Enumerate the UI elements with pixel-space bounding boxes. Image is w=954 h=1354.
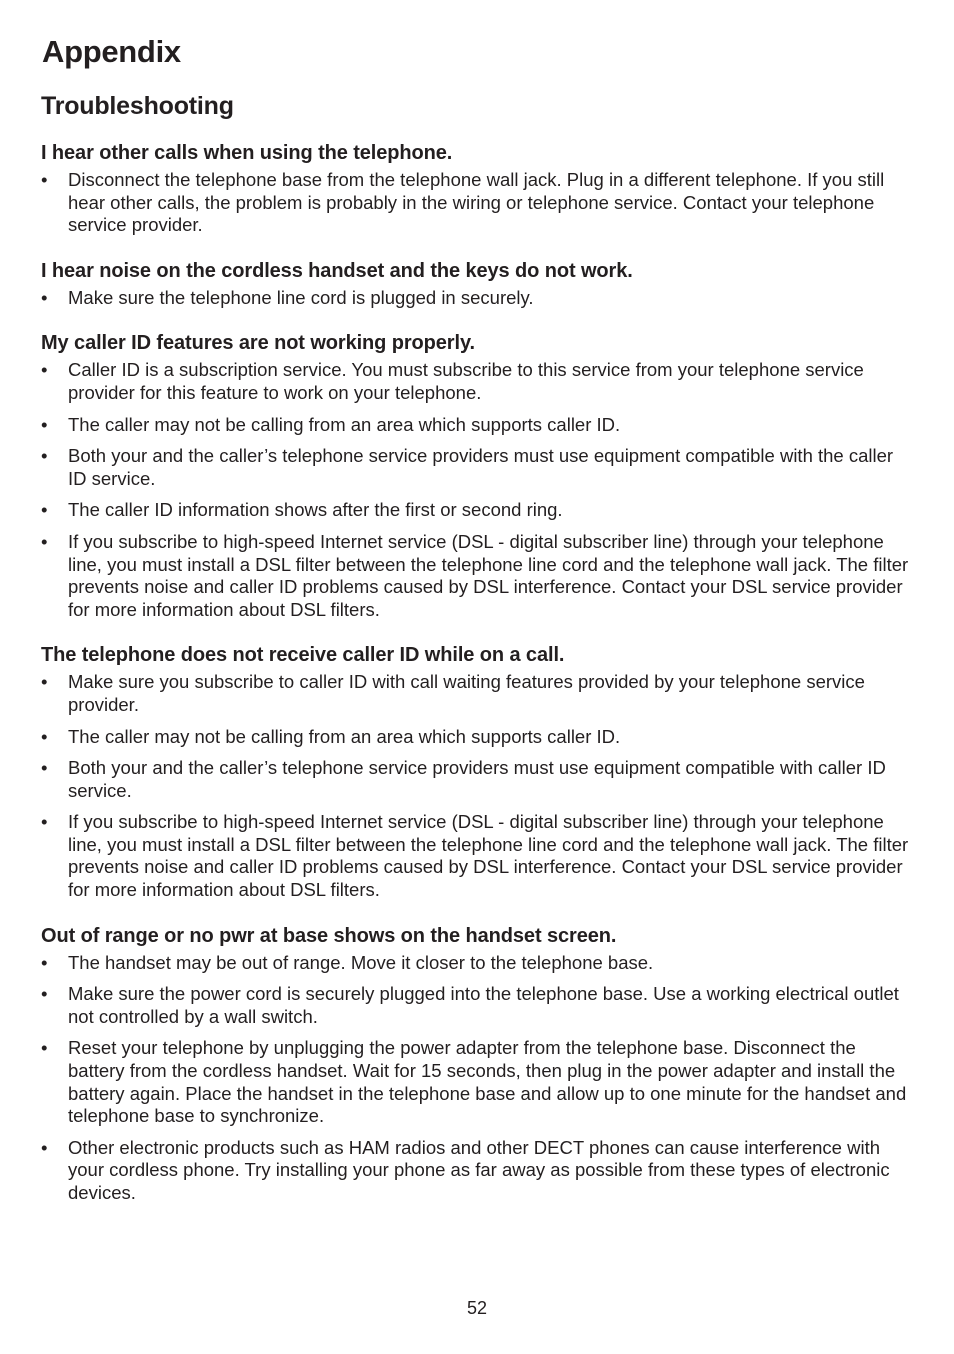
list-item [41, 757, 911, 802]
bullet-text: Make sure the power cord is securely plugged into the telephone base. Use a working electrical outlet not controlled by a wall switch. [68, 983, 899, 1027]
bullet-icon: • [41, 1136, 48, 1158]
list-item [41, 726, 911, 749]
bullet-icon: • [41, 757, 48, 779]
bullet-text: Make sure the telephone line cord is plugged in securely. [68, 286, 534, 308]
topic-caller-id-features [41, 331, 911, 621]
topic-out-of-range [41, 924, 911, 1205]
topic-handset-noise [41, 259, 911, 310]
list-item [41, 169, 911, 237]
bullet-icon: • [41, 983, 48, 1005]
bullet-text: Make sure you subscribe to caller ID with call waiting features provided by your telephone service provider. [68, 671, 865, 715]
bullet-text: The caller may not be calling from an area which supports caller ID. [68, 413, 621, 435]
bullet-list [41, 359, 911, 621]
topic-other-calls [41, 141, 911, 237]
page-number: 52 [466, 1298, 488, 1318]
section-title: Troubleshooting [41, 92, 234, 120]
list-item [41, 287, 911, 310]
topic-heading: I hear noise on the cordless handset and the keys do not work. [41, 259, 633, 282]
topic-caller-id-on-call [41, 643, 911, 901]
bullet-icon: • [41, 1037, 48, 1059]
topic-heading: Out of range or no pwr at base shows on the handset screen. [41, 924, 617, 947]
bullet-text: Both your and the caller’s telephone service providers must use equipment compatible with caller ID service. [68, 757, 886, 801]
bullet-text: Other electronic products such as HAM radios and other DECT phones can cause interference with your cordless phone. Try installing your phone as far away as possible from these types of electronic devices. [68, 1136, 890, 1203]
bullet-icon: • [41, 359, 48, 381]
troubleshooting-content [41, 141, 911, 1227]
bullet-icon: • [41, 725, 48, 747]
list-item [41, 414, 911, 437]
topic-heading: I hear other calls when using the telephone. [41, 142, 453, 164]
topic-heading: My caller ID features are not working properly. [41, 332, 475, 355]
bullet-text: The handset may be out of range. Move it closer to the telephone base. [68, 951, 654, 973]
bullet-list [41, 671, 911, 901]
bullet-list [41, 169, 911, 237]
bullet-text: The caller ID information shows after the first or second ring. [68, 499, 563, 521]
list-item [41, 952, 911, 975]
bullet-text: Both your and the caller’s telephone service providers must use equipment compatible with the caller ID service. [68, 445, 894, 489]
bullet-text: Disconnect the telephone base from the telephone wall jack. Plug in a different telephone. If you still hear other calls, the problem is probably in the wiring or telephone service. Contact your telephone service provider. [68, 169, 885, 236]
bullet-icon: • [41, 811, 48, 833]
list-item [41, 1037, 911, 1127]
topic-heading: The telephone does not receive caller ID while on a call. [41, 644, 565, 667]
bullet-icon: • [41, 530, 48, 552]
bullet-text: Reset your telephone by unplugging the power adapter from the telephone base. Disconnect the battery from the cordless handset. Wait for 15 seconds, then plug in the power adapter and install the battery again. Place the handset in the telephone base and allow up to one minute for the handset and telephone base to synchronize. [68, 1037, 907, 1127]
bullet-icon: • [41, 413, 48, 435]
bullet-text: If you subscribe to high-speed Internet service (DSL - digital subscriber line) through your telephone line, you must install a DSL filter between the telephone line cord and the telephone wall jack. The filter prevents noise and caller ID problems caused by DSL interference. Contact your DSL service provider for more information about DSL filters. [68, 530, 909, 620]
bullet-text: Caller ID is a subscription service. You must subscribe to this service from your telephone service provider for this feature to work on your telephone. [68, 359, 864, 403]
bullet-icon: • [41, 951, 48, 973]
bullet-list [41, 952, 911, 1205]
list-item [41, 1137, 911, 1205]
list-item [41, 445, 911, 490]
list-item [41, 983, 911, 1028]
bullet-icon: • [41, 169, 48, 190]
bullet-list [41, 287, 911, 310]
bullet-icon: • [41, 445, 48, 467]
list-item [41, 359, 911, 404]
list-item [41, 531, 911, 621]
list-item [41, 499, 911, 522]
page-title: Appendix [42, 34, 181, 69]
bullet-icon: • [41, 671, 48, 693]
bullet-text: If you subscribe to high-speed Internet service (DSL - digital subscriber line) through your telephone line, you must install a DSL filter between the telephone line cord and the telephone wall jack. The filter prevents noise and caller ID problems caused by DSL interference. Contact your DSL service provider for more information about DSL filters. [68, 811, 909, 901]
bullet-text: The caller may not be calling from an area which supports caller ID. [68, 725, 621, 747]
list-item [41, 811, 911, 901]
bullet-icon: • [41, 286, 48, 308]
bullet-icon: • [41, 499, 48, 521]
list-item [41, 671, 911, 716]
